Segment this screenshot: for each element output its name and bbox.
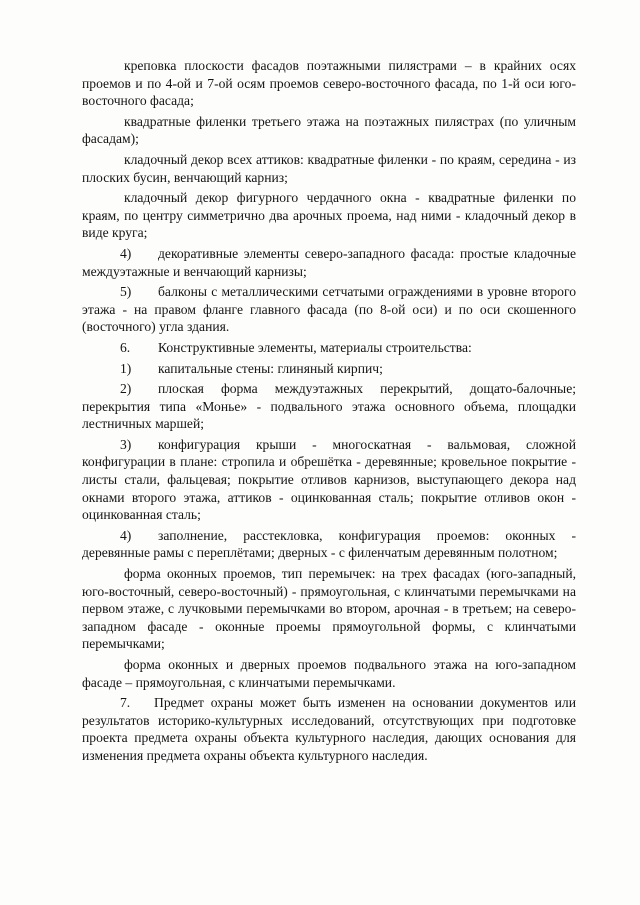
- item-number: 1): [120, 360, 132, 376]
- section-number: 7.: [120, 695, 131, 711]
- paragraph-window-forms: [82, 565, 576, 653]
- paragraph-text: конфигурация крыши - многоскатная - вальмовая, сложной конфигурации в плане: стропила и обрешётка - деревянные; кровельное покрытие - листы стали, фальцевая; покрытие отливов карнизов, выступающего декора над окнами второго этажа, аттиков - оцинкованная сталь; покрытие отливов окон - оцинкованная сталь;: [82, 436, 576, 523]
- document-body: [82, 57, 576, 768]
- paragraph-text: форма оконных и дверных проемов подвального этажа на юго-западном фасаде – прямоугольная, с клинчатыми перемычками.: [82, 657, 576, 690]
- paragraph-text: декоративные элементы северо-западного фасада: простые кладочные междуэтажные и венчающий карнизы;: [82, 245, 576, 279]
- paragraph-text: кладочный декор фигурного чердачного окна - квадратные филенки по краям, по центру симметрично два арочных проема, над ними - кладочный декор в виде круга;: [82, 190, 576, 241]
- section-heading-text: Конструктивные элементы, материалы строительства:: [158, 339, 472, 355]
- paragraph-text: Предмет охраны может быть изменен на основании документов или результатов историко-культурных исследований, отсутствующих при подготовке проекта предмета охраны объекта культурного наследия, дающих основания для изменения предмета охраны объекта культурного наследия.: [82, 695, 576, 763]
- paragraph-attic-decor: [82, 151, 576, 186]
- paragraph-item-2-floors: [82, 380, 576, 433]
- section-number: 6.: [120, 339, 131, 355]
- paragraph-item-4-openings: [82, 527, 576, 562]
- paragraph-text: квадратные филенки третьего этажа на поэтажных пилястрах (по уличным фасадам);: [82, 113, 576, 147]
- paragraph-pilasters: [82, 57, 576, 110]
- paragraph-panels-third-floor: [82, 113, 576, 148]
- item-number: 4): [120, 527, 132, 543]
- item-number: 2): [120, 381, 132, 397]
- item-number: 5): [120, 284, 132, 300]
- paragraph-text: заполнение, расстекловка, конфигурация проемов: оконных - деревянные рамы с переплётами; дверных - с филенчатым деревянным полотном;: [82, 527, 576, 561]
- paragraph-basement-openings: [82, 656, 576, 691]
- paragraph-dormer-window-decor: [82, 189, 576, 242]
- paragraph-item-3-roof: [82, 436, 576, 524]
- section-heading-6: [82, 339, 576, 357]
- paragraph-text: креповка плоскости фасадов поэтажными пилястрами – в крайних осях проемов и по 4-ой и 7-ой осям проемов северо-восточного фасада, по 1-й оси юго-восточного фасада;: [82, 58, 576, 109]
- paragraph-item-5-balconies: [82, 283, 576, 336]
- item-number: 3): [120, 436, 132, 452]
- paragraph-text: капитальные стены: глиняный кирпич;: [158, 360, 383, 376]
- paragraph-text: кладочный декор всех аттиков: квадратные филенки - по краям, середина - из плоских бусин, венчающий карниз;: [82, 151, 576, 185]
- paragraph-item-4-decor: [82, 245, 576, 280]
- paragraph-item-1-walls: [82, 360, 576, 378]
- item-number: 4): [120, 245, 132, 261]
- paragraph-text: форма оконных проемов, тип перемычек: на трех фасадах (юго-западный, юго-восточный, северо-восточный) - прямоугольная, с клинчатыми перемычками на первом этаже, с лучковыми перемычками во втором, арочная - в третьем; на северо-западном фасаде - оконные проемы прямоугольной формы, с клинчатыми перемычками;: [82, 566, 576, 652]
- paragraph-text: балконы с металлическими сетчатыми ограждениями в уровне второго этажа - на правом фланге главного фасада (по 8-ой оси) и по оси скошенного (восточного) угла здания.: [82, 284, 576, 335]
- section-paragraph-7: [82, 694, 576, 764]
- paragraph-text: плоская форма междуэтажных перекрытий, дощато-балочные; перекрытия типа «Монье» - подвального этажа основного объема, площадки лестничных маршей;: [82, 381, 576, 432]
